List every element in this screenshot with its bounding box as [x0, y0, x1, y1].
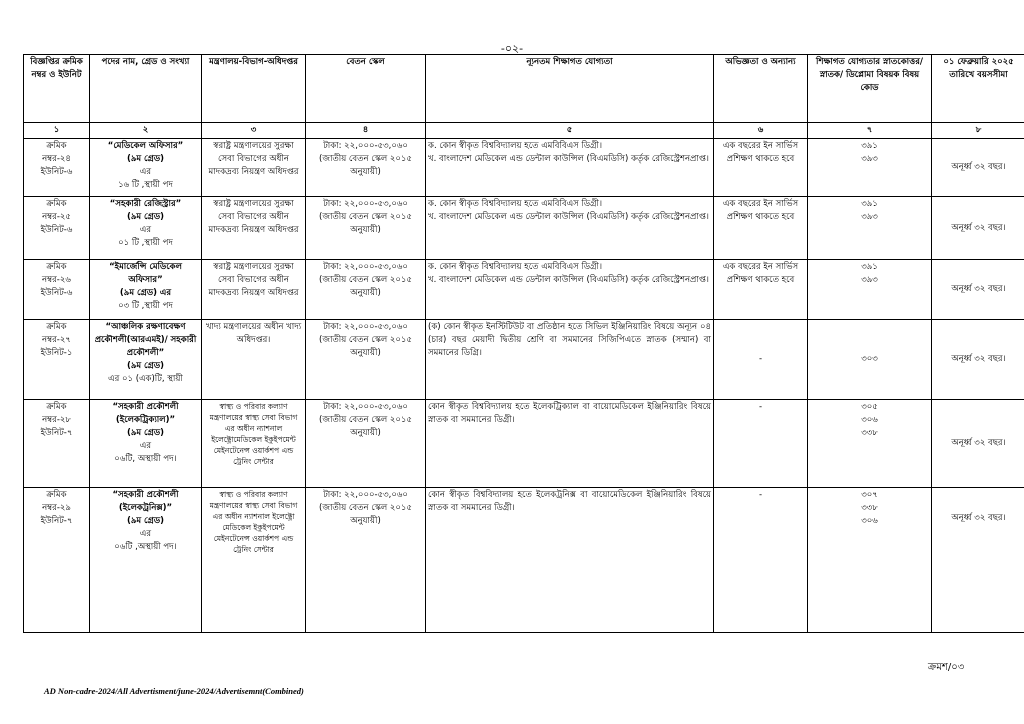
footer-file-path: AD Non-cadre-2024/All Advertisment/june-2024/Advertisemnt(Combined) — [44, 686, 304, 696]
column-number: ৬ — [714, 123, 808, 139]
qualification-cell: ক. কোন স্বীকৃত বিশ্ববিদ্যালয় হতে এমবিবিএস ডিগ্রী। খ. বাংলাদেশ মেডিকেল এন্ড ডেন্টাল কাউন্সিল (বিএমডিসি) কর্তৃক রেজিস্ট্রেশনপ্রাপ্ত। — [426, 197, 714, 260]
qualification-cell: ক. কোন স্বীকৃত বিশ্ববিদ্যালয় হতে এমবিবিএস ডিগ্রী। খ. বাংলাদেশ মেডিকেল এন্ড ডেন্টাল কাউন্সিল (বিএমডিসি) কর্তৃক রেজিস্ট্রেশনপ্রাপ্ত। — [426, 260, 714, 320]
pay-scale-cell: টাকা: ২২,০০০-৫৩,০৬০ (জাতীয় বেতন স্কেল ২০১৫ অনুযায়ী) — [306, 197, 426, 260]
column-number: ৭ — [808, 123, 932, 139]
post-title: “ইমার্জেন্সি মেডিকেল অফিসার” — [109, 262, 182, 285]
column-number: ১ — [24, 123, 90, 139]
age-limit-cell: অনূর্ধ্ব ৩২ বছর। — [932, 488, 1024, 633]
table-row — [24, 260, 1024, 320]
age-limit-cell: অনূর্ধ্ব ৩২ বছর। — [932, 400, 1024, 488]
ministry-cell: স্বরাষ্ট্র মন্ত্রণালয়ের সুরক্ষা সেবা বিভাগের অধীন মাদকদ্রব্য নিয়ন্ত্রণ অধিদপ্তর — [202, 260, 306, 320]
serial-cell: ক্রমিক নম্বর-২৬ ইউনিট-৬ — [24, 260, 90, 320]
table-row — [24, 139, 1024, 197]
pay-scale-cell: টাকা: ২২,০০০-৫৩,০৬০ (জাতীয় বেতন স্কেল ২০১৫ অনুযায়ী) — [306, 400, 426, 488]
ministry-cell: খাদ্য মন্ত্রণালয়ের অধীন খাদ্য অধিদপ্তর। — [202, 320, 306, 400]
post-grade: (৯ম গ্রেড) — [126, 361, 165, 371]
post-cell — [90, 400, 202, 488]
post-count: এর ০১ টি ,স্থায়ী পদ — [118, 225, 173, 248]
post-cell — [90, 197, 202, 260]
column-number: ৪ — [306, 123, 426, 139]
post-title: “সহকারী প্রকৌশলী (ইলেকট্রিক্যাল)” — [112, 402, 179, 425]
subject-code-cell: ৩৯১ ৩৯৩ — [808, 260, 932, 320]
header-ministry: মন্ত্রণালয়-বিভাগ-অধিদপ্তর — [202, 55, 306, 123]
recruitment-table — [23, 54, 1024, 633]
age-limit-cell: অনূর্ধ্ব ৩২ বছর। — [932, 197, 1024, 260]
post-cell — [90, 320, 202, 400]
age-limit-cell: অনূর্ধ্ব ৩২ বছর। — [932, 139, 1024, 197]
subject-code-cell: ৩৯১ ৩৯৩ — [808, 139, 932, 197]
serial-cell: ক্রমিক নম্বর-২৭ ইউনিট-১ — [24, 320, 90, 400]
header-subject-code: শিক্ষাগত যোগ্যতার স্নাতকোত্তর/স্নাতক/ ডিপ্লোমা বিষয়ক বিষয় কোড — [808, 55, 932, 123]
header-row — [24, 55, 1024, 123]
page-number: -০২- — [500, 42, 524, 55]
age-limit-cell: অনূর্ধ্ব ৩২ বছর। — [932, 260, 1024, 320]
table-row — [24, 488, 1024, 633]
header-pay-scale: বেতন স্কেল — [306, 55, 426, 123]
post-count: এর ১৬ টি ,স্থায়ী পদ — [118, 167, 173, 190]
post-cell — [90, 488, 202, 633]
header-post: পদের নাম, গ্রেড ও সংখ্যা — [90, 55, 202, 123]
post-grade: (৯ম গ্রেড) — [126, 212, 165, 222]
column-number-row — [24, 123, 1024, 139]
post-title: “সহকারী প্রকৌশলী (ইলেকট্রনিক্স)” — [112, 490, 179, 513]
table-row — [24, 320, 1024, 400]
post-count: এর ০১ (এক)টি, স্থায়ী — [108, 374, 183, 384]
qualification-cell: কোন স্বীকৃত বিশ্ববিদ্যালয় হতে ইলেকট্রিক্যাল বা বায়োমেডিকেল ইঞ্জিনিয়ারিং বিষয়ে স্নাতক বা সমমানের ডিগ্রী। — [426, 400, 714, 488]
post-title: “আঞ্চলিক রক্ষণাবেক্ষণ প্রকৌশলী(আরএমই)/ সহকারী প্রকৌশলী” — [94, 322, 197, 358]
post-title: “সহকারী রেজিস্ট্রার” — [109, 199, 182, 209]
experience-cell: - — [714, 320, 808, 400]
table-row — [24, 400, 1024, 488]
pay-scale-cell: টাকা: ২২,০০০-৫৩,০৬০ (জাতীয় বেতন স্কেল ২০১৫ অনুযায়ী) — [306, 488, 426, 633]
post-cell — [90, 139, 202, 197]
serial-cell: ক্রমিক নম্বর-২৯ ইউনিট-৭ — [24, 488, 90, 633]
post-grade: (৯ম গ্রেড) — [126, 154, 165, 164]
post-grade: (৯ম গ্রেড) — [126, 428, 165, 438]
post-count: ০৩ টি ,স্থায়ী পদ — [118, 301, 173, 311]
post-grade: (৯ম গ্রেড) এর — [119, 288, 172, 298]
serial-cell: ক্রমিক নম্বর-২৮ ইউনিট-৭ — [24, 400, 90, 488]
column-number: ৫ — [426, 123, 714, 139]
table-row — [24, 197, 1024, 260]
ministry-cell: স্বাস্থ্য ও পরিবার কল্যাণ মন্ত্রণালয়ের স্বাস্থ্য সেবা বিভাগ এর অধীন ন্যাশনাল ইলেক্ট্রো মেডিকেল ইকুইপমেন্ট মেইনটেনেন্স ওয়ার্কশপ এন্ড ট্রেনিং সেন্টার — [202, 488, 306, 633]
header-serial: বিজ্ঞপ্তির ক্রমিক নম্বর ও ইউনিট — [24, 55, 90, 123]
subject-code-cell: ৩০৩ — [808, 320, 932, 400]
column-number: ৮ — [932, 123, 1024, 139]
header-age-limit: ০১ ফেব্রুয়ারি ২০২৫ তারিখে বয়সসীমা — [932, 55, 1024, 123]
pay-scale-cell: টাকা: ২২,০০০-৫৩,০৬০ (জাতীয় বেতন স্কেল ২০১৫ অনুযায়ী) — [306, 260, 426, 320]
age-limit-cell: অনূর্ধ্ব ৩২ বছর। — [932, 320, 1024, 400]
qualification-cell: (ক) কোন স্বীকৃত ইনস্টিটিউট বা প্রতিষ্ঠান হতে সিভিল ইঞ্জিনিয়ারিং বিষয়ে অন্যূন ০৪ (চার) বছর মেয়াদী দ্বিতীয় শ্রেণি বা সমমানের সিজিপিএতে স্নাতক (সম্মান) বা সমমানের ডিগ্রি। — [426, 320, 714, 400]
experience-cell: এক বছরের ইন সার্ভিস প্রশিক্ষণ থাকতে হবে — [714, 139, 808, 197]
experience-cell: এক বছরের ইন সার্ভিস প্রশিক্ষণ থাকতে হবে — [714, 197, 808, 260]
pay-scale-cell: টাকা: ২২,০০০-৫৩,০৬০ (জাতীয় বেতন স্কেল ২০১৫ অনুযায়ী) — [306, 139, 426, 197]
header-qualification: ন্যূনতম শিক্ষাগত যোগ্যতা — [426, 55, 714, 123]
column-number: ৩ — [202, 123, 306, 139]
post-grade: (৯ম গ্রেড) — [126, 516, 165, 526]
pay-scale-cell: টাকা: ২২,০০০-৫৩,০৬০ (জাতীয় বেতন স্কেল ২০১৫ অনুযায়ী) — [306, 320, 426, 400]
experience-cell: এক বছরের ইন সার্ভিস প্রশিক্ষণ থাকতে হবে — [714, 260, 808, 320]
ministry-cell: স্বরাষ্ট্র মন্ত্রণালয়ের সুরক্ষা সেবা বিভাগের অধীন মাদকদ্রব্য নিয়ন্ত্রণ অধিদপ্তর — [202, 139, 306, 197]
serial-cell: ক্রমিক নম্বর-২৪ ইউনিট-৬ — [24, 139, 90, 197]
continued-marker: ক্রমশ/০৩ — [928, 662, 965, 673]
header-experience: অভিজ্ঞতা ও অন্যান্য — [714, 55, 808, 123]
experience-cell: - — [714, 488, 808, 633]
subject-code-cell: ৩৯১ ৩৯৩ — [808, 197, 932, 260]
qualification-cell: ক. কোন স্বীকৃত বিশ্ববিদ্যালয় হতে এমবিবিএস ডিগ্রী। খ. বাংলাদেশ মেডিকেল এন্ড ডেন্টাল কাউন্সিল (বিএমডিসি) কর্তৃক রেজিস্ট্রেশনপ্রাপ্ত। — [426, 139, 714, 197]
subject-code-cell: ৩০৭ ৩৩৮ ৩০৬ — [808, 488, 932, 633]
post-cell — [90, 260, 202, 320]
subject-code-cell: ৩০৫ ৩০৬ ৩৩৮ — [808, 400, 932, 488]
experience-cell: - — [714, 400, 808, 488]
post-count: এর ০৬টি, অস্থায়ী পদ। — [114, 441, 177, 464]
post-title: “মেডিকেল অফিসার” — [107, 141, 184, 151]
ministry-cell: স্বাস্থ্য ও পরিবার কল্যাণ মন্ত্রণালয়ের স্বাস্থ্য সেবা বিভাগ এর অধীন ন্যাশনাল ইলেক্ট্রোমেডিকেল ইকুইপমেন্ট মেইনটেনেন্স ওয়ার্কশপ এন্ড ট্রেনিং সেন্টার — [202, 400, 306, 488]
qualification-cell: কোন স্বীকৃত বিশ্ববিদ্যালয় হতে ইলেকট্রনিক্স বা বায়োমেডিকেল ইঞ্জিনিয়ারিং বিষয়ে স্নাতক বা সমমানের ডিগ্রী। — [426, 488, 714, 633]
post-count: এর ০৬টি ,অস্থায়ী পদ। — [114, 529, 177, 552]
serial-cell: ক্রমিক নম্বর-২৫ ইউনিট-৬ — [24, 197, 90, 260]
column-number: ২ — [90, 123, 202, 139]
ministry-cell: স্বরাষ্ট্র মন্ত্রণালয়ের সুরক্ষা সেবা বিভাগের অধীন মাদকদ্রব্য নিয়ন্ত্রণ অধিদপ্তর — [202, 197, 306, 260]
